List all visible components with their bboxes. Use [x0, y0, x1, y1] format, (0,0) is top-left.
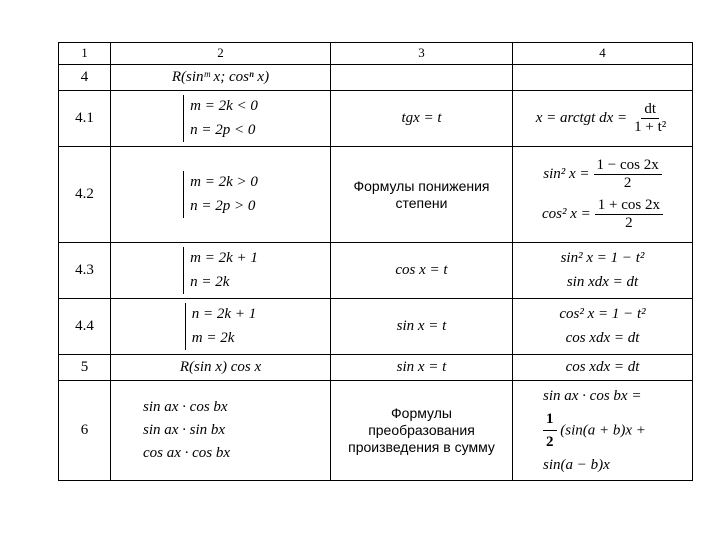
- condition-line: m = 2k < 0: [190, 98, 258, 115]
- formula-line: sin ax · cos bx =: [543, 388, 642, 404]
- formula-table: [58, 42, 693, 481]
- formula-line: sin xdx = dt: [566, 273, 639, 290]
- row-id: 6: [59, 381, 111, 481]
- table-row: [59, 65, 693, 91]
- formula: [513, 299, 693, 355]
- condition-line: m = 2k + 1: [190, 250, 258, 267]
- system-brace: [183, 247, 258, 294]
- numerator: 1: [543, 408, 557, 432]
- formula-line: sin(a − b)x: [543, 456, 610, 473]
- condition-line: n = 2p > 0: [190, 197, 256, 214]
- system-brace: [185, 303, 256, 350]
- formula: [513, 91, 693, 147]
- formula-lhs: x = arctgt dx =: [535, 109, 628, 126]
- numerator: 1 + cos 2x: [595, 197, 663, 215]
- row-id: 4.4: [59, 299, 111, 355]
- condition: R(sin x) cos x: [111, 355, 331, 381]
- fraction: [543, 408, 557, 454]
- formula-lhs: sin² x =: [543, 166, 590, 183]
- substitution: cos x = t: [331, 243, 513, 299]
- formula-lhs: cos² x =: [542, 205, 591, 222]
- row-id: 4: [59, 65, 111, 91]
- condition-line: sin ax · cos bx: [143, 398, 228, 415]
- system-brace: [183, 95, 258, 142]
- condition: [111, 299, 331, 355]
- header-row: [59, 43, 693, 65]
- table-row: [59, 91, 693, 147]
- substitution: Формулы преобразования произведения в сумму: [331, 381, 513, 481]
- formula: [513, 147, 693, 243]
- substitution: tgx = t: [331, 91, 513, 147]
- row-id: 4.2: [59, 147, 111, 243]
- denominator: 2: [625, 214, 633, 231]
- denominator: 2: [623, 175, 632, 192]
- table-row: [59, 355, 693, 381]
- table-row: [59, 243, 693, 299]
- fraction: [594, 157, 662, 193]
- header-cell-4: 4: [513, 43, 693, 65]
- table-row: [59, 147, 693, 243]
- table-row: [59, 299, 693, 355]
- formula-line: sin² x = 1 − t²: [560, 250, 645, 267]
- condition: [111, 243, 331, 299]
- table-row: [59, 381, 693, 481]
- condition-line: m = 2k > 0: [190, 174, 258, 191]
- condition-line: cos ax · cos bx: [143, 445, 231, 462]
- fraction: [595, 197, 663, 233]
- header-cell-1: 1: [59, 43, 111, 65]
- condition: [111, 147, 331, 243]
- condition-line: m = 2k: [191, 329, 235, 346]
- formula-line: cos xdx = dt: [565, 329, 640, 346]
- denominator: 1 + t²: [634, 119, 667, 135]
- condition-line: n = 2p < 0: [190, 121, 256, 138]
- header-cell-2: 2: [111, 43, 331, 65]
- condition-line: n = 2k: [190, 273, 230, 290]
- substitution: sin x = t: [331, 299, 513, 355]
- condition: [111, 381, 331, 481]
- substitution: sin x = t: [331, 355, 513, 381]
- condition-line: sin ax · sin bx: [143, 421, 226, 438]
- fraction: [631, 101, 669, 137]
- row-id: 4.3: [59, 243, 111, 299]
- row-id: 4.1: [59, 91, 111, 147]
- formula: cos xdx = dt: [513, 355, 693, 381]
- numerator: 1 − cos 2x: [594, 157, 662, 175]
- condition: R(sinᵐ x; cosⁿ x): [111, 65, 331, 91]
- row-id: 5: [59, 355, 111, 381]
- formula: [513, 65, 693, 91]
- formula-line: cos² x = 1 − t²: [559, 306, 646, 323]
- formula: [513, 381, 693, 481]
- condition: [111, 91, 331, 147]
- formula: [513, 243, 693, 299]
- numerator: dt: [641, 101, 659, 119]
- system-brace: [183, 171, 258, 218]
- formula-rest: (sin(a + b)x +: [560, 421, 646, 438]
- header-cell-3: 3: [331, 43, 513, 65]
- denominator: 2: [546, 434, 554, 450]
- substitution: [331, 65, 513, 91]
- condition-line: n = 2k + 1: [191, 306, 257, 323]
- substitution: Формулы понижения степени: [331, 147, 513, 243]
